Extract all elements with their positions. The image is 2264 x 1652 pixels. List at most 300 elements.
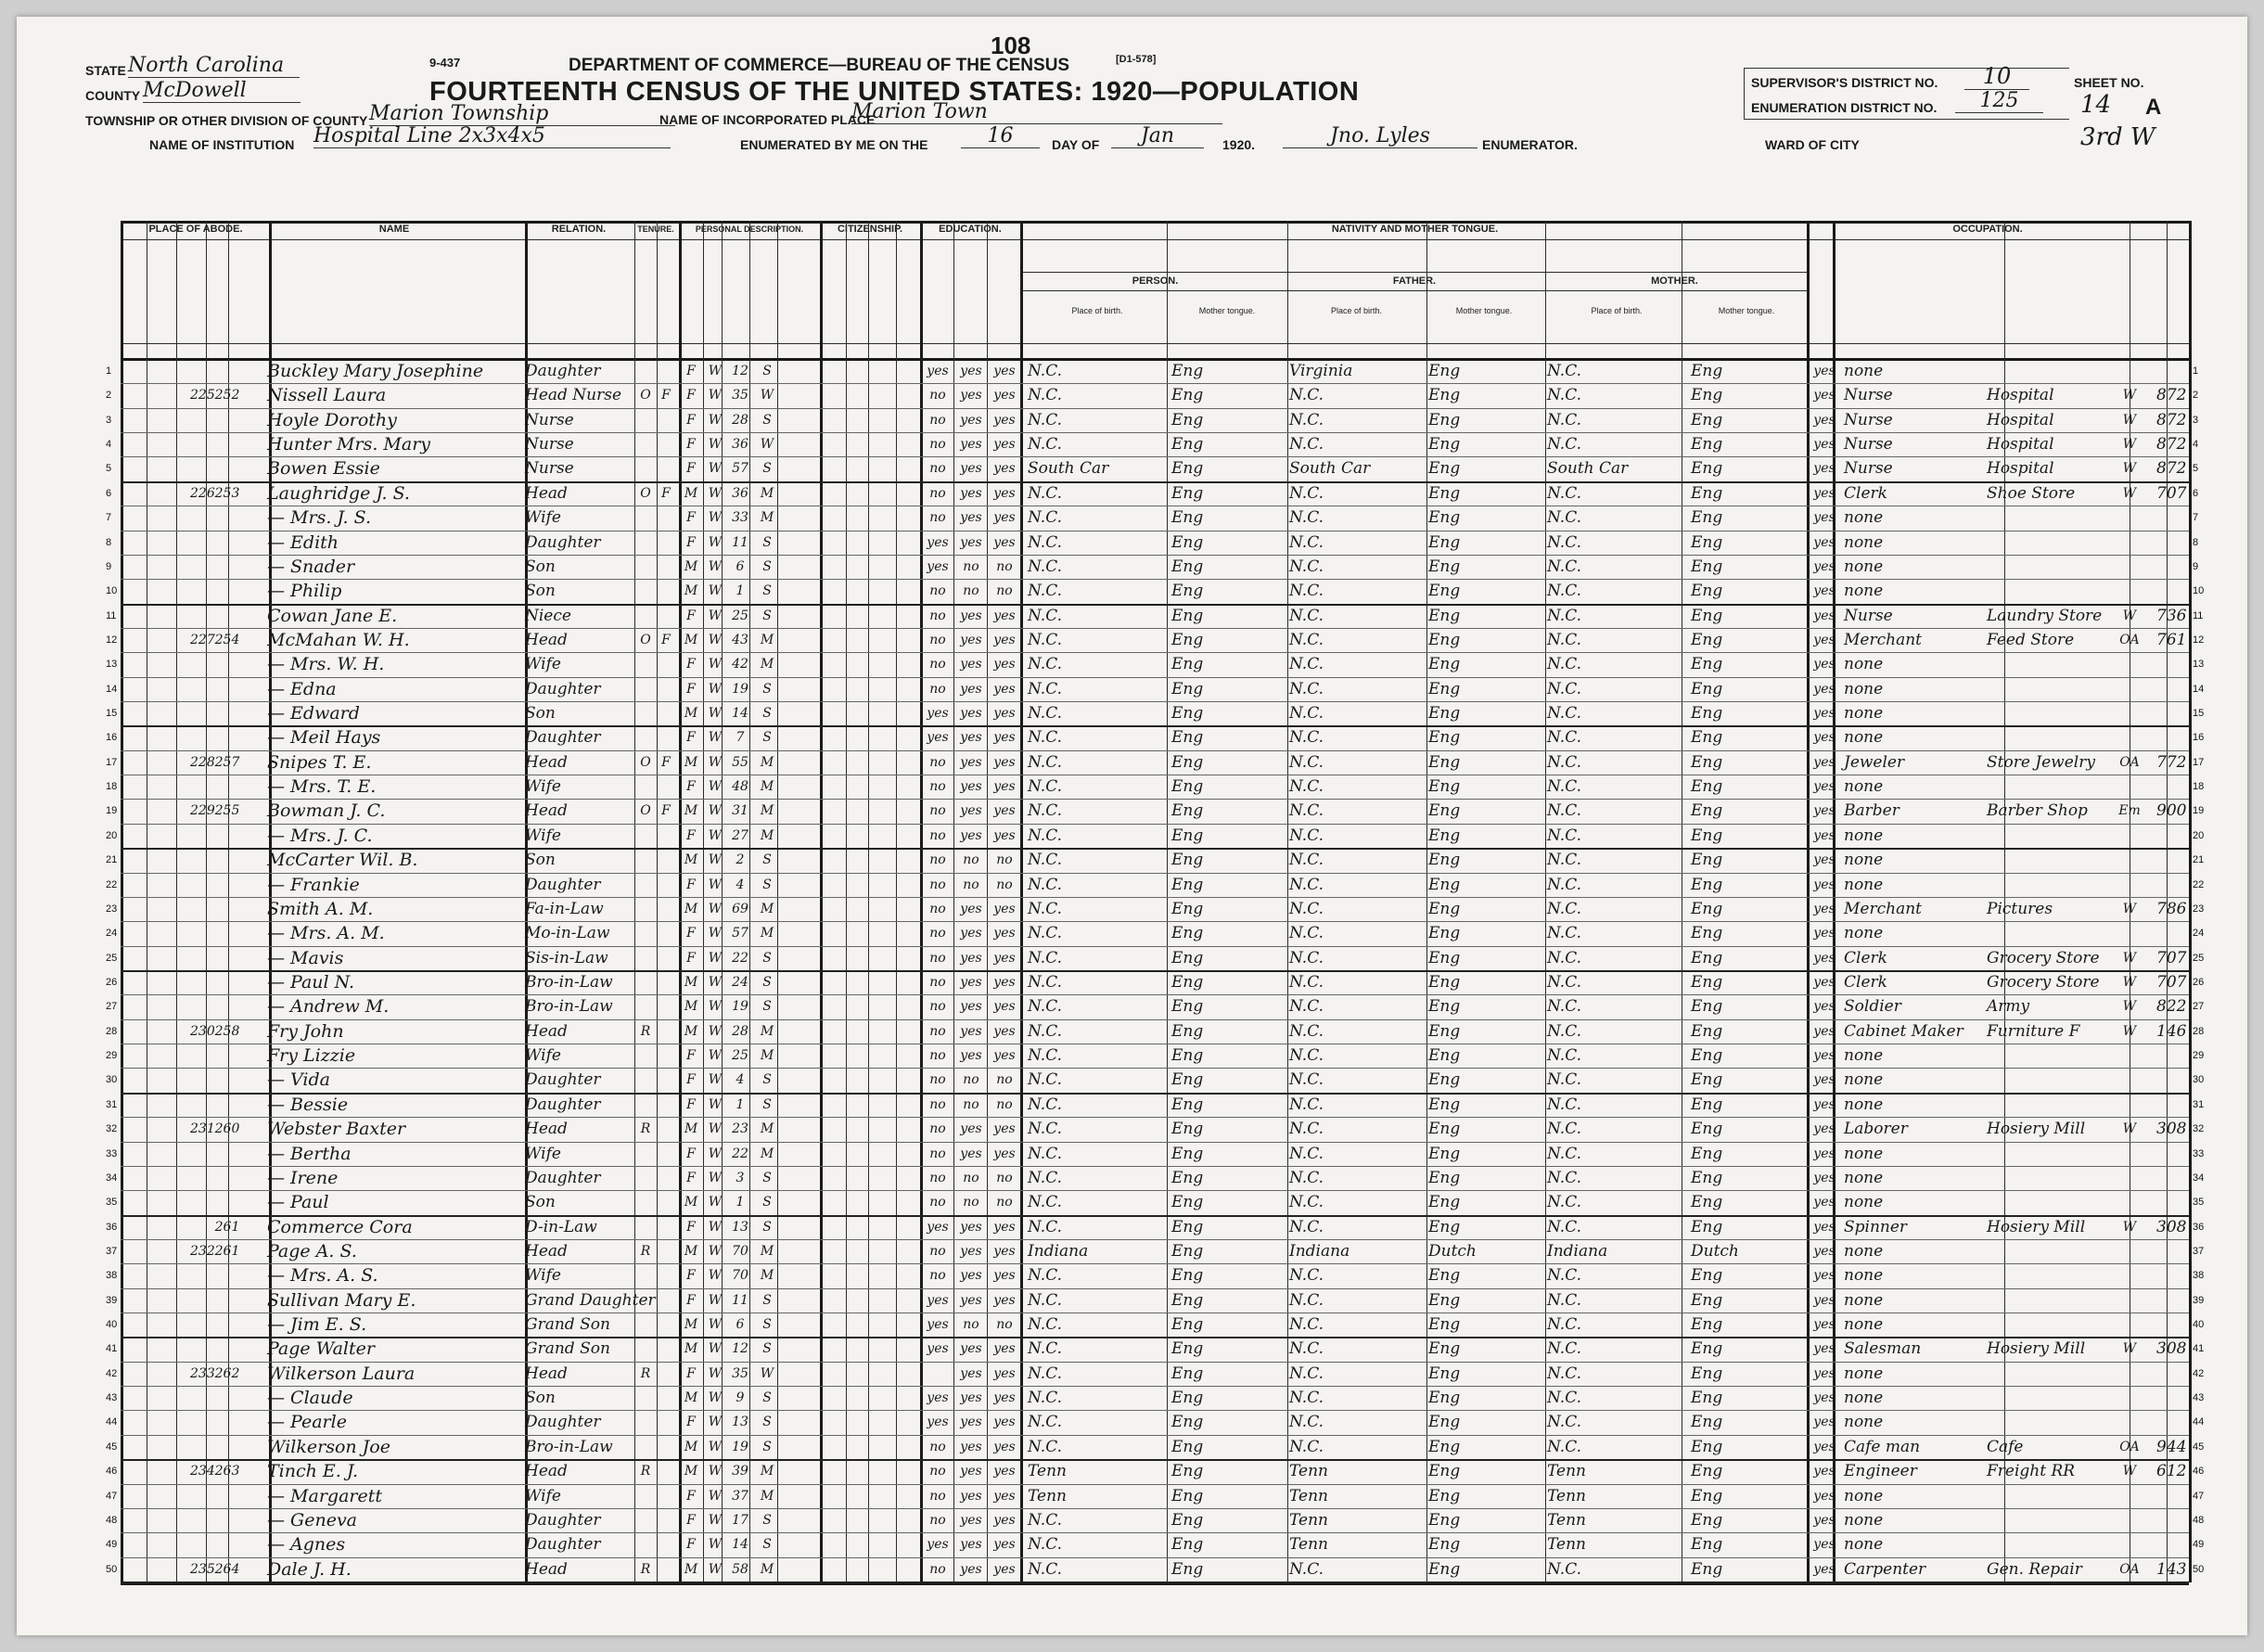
cell-eng: yes — [1813, 657, 1836, 672]
cell-mort — [657, 1485, 675, 1507]
cell-rel: Grand Son — [525, 1339, 610, 1359]
group-father: FATHER. — [1392, 275, 1437, 287]
cell-read: yes — [960, 1390, 982, 1406]
cell-rel: Niece — [525, 606, 571, 625]
cell-own — [636, 1289, 655, 1312]
cell-dw — [190, 360, 211, 382]
cell-sch: no — [929, 1243, 946, 1259]
cell-rel: Son — [525, 1389, 556, 1408]
cell-fm — [213, 825, 241, 847]
table-row — [106, 1485, 2205, 1507]
cell-mort — [657, 1143, 675, 1165]
cell-mpob: N.C. — [1547, 557, 1581, 576]
cell-mmt: Eng — [1691, 973, 1723, 992]
cell-write: yes — [993, 827, 1016, 843]
cell-cls — [2115, 1363, 2144, 1385]
cell-fm — [213, 995, 241, 1018]
cell-write: yes — [993, 1390, 1016, 1406]
cell-name: Page Walter — [267, 1338, 375, 1360]
cell-sch: no — [929, 1121, 946, 1137]
cell-dw — [190, 556, 211, 578]
cell-mt: Eng — [1171, 483, 1204, 503]
cell-code: 872 — [2156, 410, 2187, 429]
cell-occ: Jeweler — [1844, 752, 1905, 772]
cell-mort: F — [661, 388, 671, 403]
cell-read: yes — [960, 534, 982, 550]
cell-code: 146 — [2156, 1021, 2187, 1041]
cell-mt: Eng — [1171, 1021, 1204, 1041]
cell-mpob: N.C. — [1547, 1070, 1581, 1090]
cell-fmt: Eng — [1428, 948, 1461, 967]
cell-dw — [190, 775, 211, 798]
cell-read: yes — [960, 364, 982, 378]
cell-write: yes — [993, 1048, 1016, 1064]
cell-pob: N.C. — [1028, 1193, 1062, 1212]
county-value: McDowell — [143, 79, 301, 103]
cell-ms: S — [762, 1341, 772, 1357]
cell-occ: none — [1844, 1046, 1884, 1066]
cell-fm: 260 — [214, 1121, 240, 1137]
cell-mmt: Eng — [1691, 483, 1723, 503]
cell-mmt: Eng — [1691, 1486, 1723, 1505]
cell-write: yes — [993, 681, 1016, 697]
cell-sch: no — [929, 485, 946, 501]
line-number-right: 9 — [2193, 560, 2199, 572]
cell-ms: W — [760, 437, 774, 453]
table-row — [106, 433, 2199, 455]
cell-ind — [1987, 1167, 2112, 1189]
cell-code — [2156, 1485, 2201, 1507]
cell-rel: Wife — [525, 1266, 561, 1286]
cell-code — [2156, 1411, 2201, 1433]
cell-code: 822 — [2156, 997, 2187, 1017]
cell-mt: Eng — [1171, 532, 1204, 552]
cell-dw: 226 — [190, 485, 215, 501]
cell-name: — Paul N. — [267, 972, 355, 992]
cell-own: R — [640, 1464, 651, 1479]
cell-eng: yes — [1813, 827, 1836, 843]
ward-label: WARD OF CITY — [1765, 137, 1860, 152]
cell-eng: yes — [1813, 975, 1836, 990]
cell-fm — [213, 1143, 241, 1165]
cell-sex: M — [684, 754, 698, 770]
cell-own: O — [640, 485, 651, 501]
line-number-right: 16 — [2193, 732, 2205, 744]
cell-cls — [2115, 1289, 2144, 1312]
cell-sch: no — [929, 1170, 946, 1185]
cell-own — [636, 531, 655, 554]
cell-race: W — [708, 1464, 723, 1479]
cell-sch: no — [929, 852, 946, 868]
cell-cls — [2115, 360, 2144, 382]
table-row — [106, 702, 2205, 724]
table-row — [106, 409, 2199, 431]
table-row — [106, 653, 2205, 675]
cell-mpob: N.C. — [1547, 508, 1581, 528]
cell-sch: no — [929, 583, 946, 599]
cell-fm — [213, 775, 241, 798]
cell-dw: 231 — [190, 1121, 215, 1137]
cell-age: 1 — [735, 1195, 745, 1210]
cell-pob: N.C. — [1028, 655, 1062, 674]
cell-fm: 262 — [214, 1365, 240, 1381]
line-number-right: 13 — [2193, 659, 2205, 671]
cell-age: 25 — [732, 1048, 748, 1064]
institution-value: Hospital Line 2x3x4x5 — [313, 124, 671, 148]
cell-eng: yes — [1813, 754, 1836, 770]
cell-rel: Daughter — [525, 1413, 601, 1432]
table-row — [106, 1436, 2205, 1458]
cell-rel: Head — [525, 752, 568, 772]
cell-fm — [213, 1411, 241, 1433]
cell-fpob: N.C. — [1289, 606, 1324, 625]
cell-eng: yes — [1813, 779, 1836, 795]
cell-race: W — [708, 1146, 723, 1161]
cell-mpob: N.C. — [1547, 1559, 1581, 1579]
cell-name: Fry Lizzie — [267, 1045, 356, 1067]
cell-fmt: Eng — [1428, 1535, 1461, 1555]
line-number-right: 37 — [2193, 1245, 2205, 1257]
cell-read: no — [963, 852, 979, 868]
cell-mort — [657, 947, 675, 969]
cell-ms: S — [762, 364, 772, 378]
cell-mt: Eng — [1171, 1046, 1204, 1066]
cell-rel: Bro-in-Law — [525, 997, 613, 1017]
cell-sch: yes — [927, 1341, 949, 1357]
cell-fpob: Tenn — [1289, 1510, 1328, 1530]
cell-name: — Mrs. A. M. — [267, 923, 385, 944]
cell-ind — [1987, 1533, 2112, 1556]
cell-name: Webster Baxter — [267, 1119, 406, 1140]
cell-dw — [190, 506, 211, 529]
cell-mmt: Eng — [1691, 1193, 1723, 1212]
cell-mort — [657, 1411, 675, 1433]
cell-eng: yes — [1813, 1464, 1836, 1479]
cell-sch: no — [929, 901, 946, 916]
cell-fpob: N.C. — [1289, 875, 1324, 894]
cell-sch: no — [929, 657, 946, 672]
cell-pob: N.C. — [1028, 728, 1062, 748]
cell-mmt: Eng — [1691, 777, 1723, 797]
cell-ind — [1987, 531, 2112, 554]
cell-own — [636, 653, 655, 675]
cell-ind: Freight RR — [1987, 1462, 2076, 1481]
cell-sch: no — [929, 1195, 946, 1210]
cell-pob: Indiana — [1028, 1241, 1089, 1261]
cell-mort — [657, 1460, 675, 1482]
cell-write: yes — [993, 1243, 1016, 1259]
cell-ind — [1987, 702, 2112, 724]
cell-read: yes — [960, 730, 982, 746]
cell-mmt: Eng — [1691, 752, 1723, 772]
cell-occ: none — [1844, 655, 1884, 674]
line-number-right: 28 — [2193, 1025, 2205, 1037]
cell-mt: Eng — [1171, 508, 1204, 528]
line-number-right: 18 — [2193, 781, 2205, 793]
cell-eng: yes — [1813, 1072, 1836, 1088]
group-place-of-abode: PLACE OF ABODE. — [148, 224, 243, 235]
cell-mpob: N.C. — [1547, 752, 1581, 772]
cell-occ: none — [1844, 1193, 1884, 1212]
line-number-right: 35 — [2193, 1197, 2205, 1209]
cell-own: O — [640, 632, 651, 647]
cell-occ: Barber — [1844, 801, 1899, 821]
cell-own — [636, 1313, 655, 1336]
cell-fm: 263 — [214, 1464, 240, 1479]
cell-ms: M — [760, 657, 774, 672]
cell-eng: yes — [1813, 534, 1836, 550]
cell-occ: Salesman — [1844, 1339, 1922, 1359]
cell-mt: Eng — [1171, 1144, 1204, 1163]
cell-cls — [2115, 1191, 2144, 1213]
cell-mpob: N.C. — [1547, 875, 1581, 894]
cell-pob: N.C. — [1028, 386, 1062, 405]
line-number-right: 43 — [2193, 1392, 2205, 1404]
cell-fm — [213, 1289, 241, 1312]
cell-cls: OA — [2119, 754, 2140, 770]
cell-ms: M — [760, 1464, 774, 1479]
cell-sex: M — [684, 1195, 698, 1210]
line-number-right: 6 — [2193, 487, 2199, 499]
state-label: STATE — [85, 63, 126, 78]
cell-sch: no — [929, 803, 946, 819]
cell-ms: S — [762, 1072, 772, 1088]
cell-pob: Tenn — [1028, 1486, 1067, 1505]
cell-sex: F — [686, 461, 696, 477]
cell-sex: M — [684, 1439, 698, 1454]
cell-rel: Head — [525, 1021, 568, 1041]
cell-ms: S — [762, 975, 772, 990]
cell-own — [636, 678, 655, 700]
cell-age: 22 — [732, 950, 748, 966]
cell-rel: Son — [525, 851, 556, 870]
cell-pob: N.C. — [1028, 1339, 1062, 1359]
cell-write: yes — [993, 950, 1016, 966]
cell-fm — [213, 1313, 241, 1336]
cell-ind — [1987, 556, 2112, 578]
cell-fpob: N.C. — [1289, 948, 1324, 967]
line-number-right: 22 — [2193, 878, 2205, 890]
cell-cls — [2115, 1240, 2144, 1262]
table-row — [106, 849, 2205, 871]
stamp-number: 108 — [991, 32, 1031, 59]
cell-fm — [213, 1264, 241, 1287]
cell-read: no — [963, 1317, 979, 1333]
cell-eng: yes — [1813, 1121, 1836, 1137]
cell-own: R — [640, 1243, 651, 1259]
cell-sch: no — [929, 1023, 946, 1039]
line-number-right: 30 — [2193, 1074, 2205, 1086]
cell-code: 944 — [2156, 1437, 2187, 1456]
cell-code — [2156, 1363, 2201, 1385]
table-row — [106, 971, 2205, 993]
cell-fmt: Eng — [1428, 582, 1461, 601]
cell-fm — [213, 605, 241, 627]
cell-read: yes — [960, 485, 982, 501]
cell-mmt: Eng — [1691, 1389, 1723, 1408]
supervisor-value: 10 — [1964, 63, 2029, 90]
line-number: 34 — [106, 1172, 118, 1184]
cell-write: no — [996, 583, 1013, 599]
cell-write: yes — [993, 510, 1016, 526]
cell-pob: N.C. — [1028, 875, 1062, 894]
cell-ms: S — [762, 412, 772, 428]
cell-dw: 230 — [190, 1023, 215, 1039]
cell-sch: no — [929, 1512, 946, 1528]
cell-code: 143 — [2156, 1559, 2187, 1579]
table-row — [106, 1020, 2205, 1043]
cell-mmt: Eng — [1691, 1217, 1723, 1236]
enumerated-label: ENUMERATED BY ME ON THE — [740, 137, 928, 152]
cell-mt: Eng — [1171, 1193, 1204, 1212]
cell-pob: N.C. — [1028, 752, 1062, 772]
cell-name: — Mrs. J. C. — [267, 825, 373, 846]
cell-code — [2156, 580, 2201, 602]
cell-sch: no — [929, 412, 946, 428]
cell-eng: yes — [1813, 950, 1836, 966]
cell-mmt: Dutch — [1691, 1241, 1739, 1261]
cell-mpob: N.C. — [1547, 851, 1581, 870]
cell-fm: 258 — [214, 1023, 240, 1039]
table-row — [106, 1118, 2205, 1140]
cell-race: W — [708, 1048, 723, 1064]
cell-mort — [657, 825, 675, 847]
table-row — [106, 1191, 2205, 1213]
table-row — [106, 1387, 2205, 1409]
cell-write: yes — [993, 1292, 1016, 1308]
table-row — [106, 531, 2199, 554]
table-row — [106, 1411, 2205, 1433]
cell-fmt: Eng — [1428, 924, 1461, 943]
cell-ind: Hospital — [1987, 386, 2054, 405]
cell-fmt: Eng — [1428, 1339, 1461, 1359]
cell-mort — [657, 580, 675, 602]
cell-fmt: Dutch — [1428, 1241, 1477, 1261]
cell-code: 872 — [2156, 386, 2187, 405]
cell-age: 36 — [732, 485, 748, 501]
cell-ind — [1987, 849, 2112, 871]
cell-pob: N.C. — [1028, 1168, 1062, 1187]
cell-age: 43 — [732, 632, 748, 647]
line-number: 18 — [106, 781, 118, 793]
cell-code: 786 — [2156, 899, 2187, 918]
cell-code — [2156, 849, 2201, 871]
cell-own — [636, 360, 655, 382]
cell-age: 22 — [732, 1146, 748, 1161]
cell-fpob: N.C. — [1289, 1193, 1324, 1212]
cell-dw — [190, 1191, 211, 1213]
cell-write: yes — [993, 364, 1016, 378]
cell-sex: F — [686, 412, 696, 428]
cell-code — [2156, 874, 2201, 896]
cell-rel: Daughter — [525, 728, 601, 748]
cell-sex: F — [686, 364, 696, 378]
cell-sch: yes — [927, 1390, 949, 1406]
cell-eng: yes — [1813, 1365, 1836, 1381]
cell-pob: N.C. — [1028, 483, 1062, 503]
mother-pob-header: Place of birth. — [1591, 306, 1643, 315]
line-number: 20 — [106, 829, 118, 841]
cell-write: yes — [993, 1121, 1016, 1137]
cell-code — [2156, 531, 2201, 554]
cell-mmt: Eng — [1691, 1120, 1723, 1139]
cell-own — [636, 1094, 655, 1116]
census-title: FOURTEENTH CENSUS OF THE UNITED STATES: 1920—POPULATION — [429, 77, 1360, 107]
cell-write: yes — [993, 1341, 1016, 1357]
cell-mort — [657, 995, 675, 1018]
cell-mort — [657, 653, 675, 675]
father-mt-header: Mother tongue. — [1455, 306, 1513, 315]
cell-mort — [657, 409, 675, 431]
cell-name: Nissell Laura — [267, 385, 387, 406]
cell-sex: M — [684, 485, 698, 501]
cell-ms: S — [762, 852, 772, 868]
cell-mpob: Tenn — [1547, 1535, 1586, 1555]
cell-write: yes — [993, 1415, 1016, 1430]
cell-rel: Head — [525, 1559, 568, 1579]
cell-rel: Daughter — [525, 532, 601, 552]
cell-age: 48 — [732, 779, 748, 795]
cell-fpob: N.C. — [1289, 410, 1324, 429]
cell-sex: F — [686, 1512, 696, 1528]
cell-rel: Fa-in-Law — [525, 899, 604, 918]
cell-eng: yes — [1813, 1537, 1836, 1553]
cell-fpob: N.C. — [1289, 899, 1324, 918]
cell-rel: Daughter — [525, 1168, 601, 1187]
cell-read: yes — [960, 1537, 982, 1553]
cell-occ: Spinner — [1844, 1217, 1908, 1236]
cell-cls: W — [2122, 485, 2137, 501]
cell-read: yes — [960, 632, 982, 647]
cell-fmt: Eng — [1428, 826, 1461, 845]
cell-sch: no — [929, 461, 946, 477]
cell-occ: none — [1844, 1095, 1884, 1114]
cell-mt: Eng — [1171, 1241, 1204, 1261]
cell-fmt: Eng — [1428, 997, 1461, 1017]
cell-age: 13 — [732, 1219, 748, 1235]
line-number-right: 39 — [2193, 1294, 2205, 1306]
cell-eng: yes — [1813, 803, 1836, 819]
cell-fpob: N.C. — [1289, 1559, 1324, 1579]
cell-fpob: N.C. — [1289, 1144, 1324, 1163]
cell-fm — [213, 360, 241, 382]
cell-ind — [1987, 1044, 2112, 1067]
line-number-right: 38 — [2193, 1270, 2205, 1282]
cell-pob: N.C. — [1028, 1413, 1062, 1432]
cell-rel: Sis-in-Law — [525, 948, 608, 967]
cell-mt: Eng — [1171, 386, 1204, 405]
cell-read: yes — [960, 706, 982, 722]
cell-own — [636, 1509, 655, 1531]
cell-sex: M — [684, 558, 698, 574]
cell-read: no — [963, 877, 979, 892]
cell-occ: Carpenter — [1844, 1559, 1926, 1579]
cell-age: 14 — [732, 1537, 748, 1553]
cell-ms: S — [762, 1439, 772, 1454]
cell-rel: Nurse — [525, 435, 574, 455]
cell-fmt: Eng — [1428, 1364, 1461, 1383]
cell-mt: Eng — [1171, 704, 1204, 724]
cell-mmt: Eng — [1691, 924, 1723, 943]
cell-rel: Head Nurse — [525, 386, 622, 405]
cell-rel: Head — [525, 630, 568, 649]
cell-mpob: N.C. — [1547, 410, 1581, 429]
cell-race: W — [708, 461, 723, 477]
cell-sch: yes — [927, 364, 949, 378]
line-number-right: 46 — [2193, 1466, 2205, 1478]
cell-code: 308 — [2156, 1217, 2187, 1236]
d-number: [D1-578] — [1116, 54, 1157, 65]
